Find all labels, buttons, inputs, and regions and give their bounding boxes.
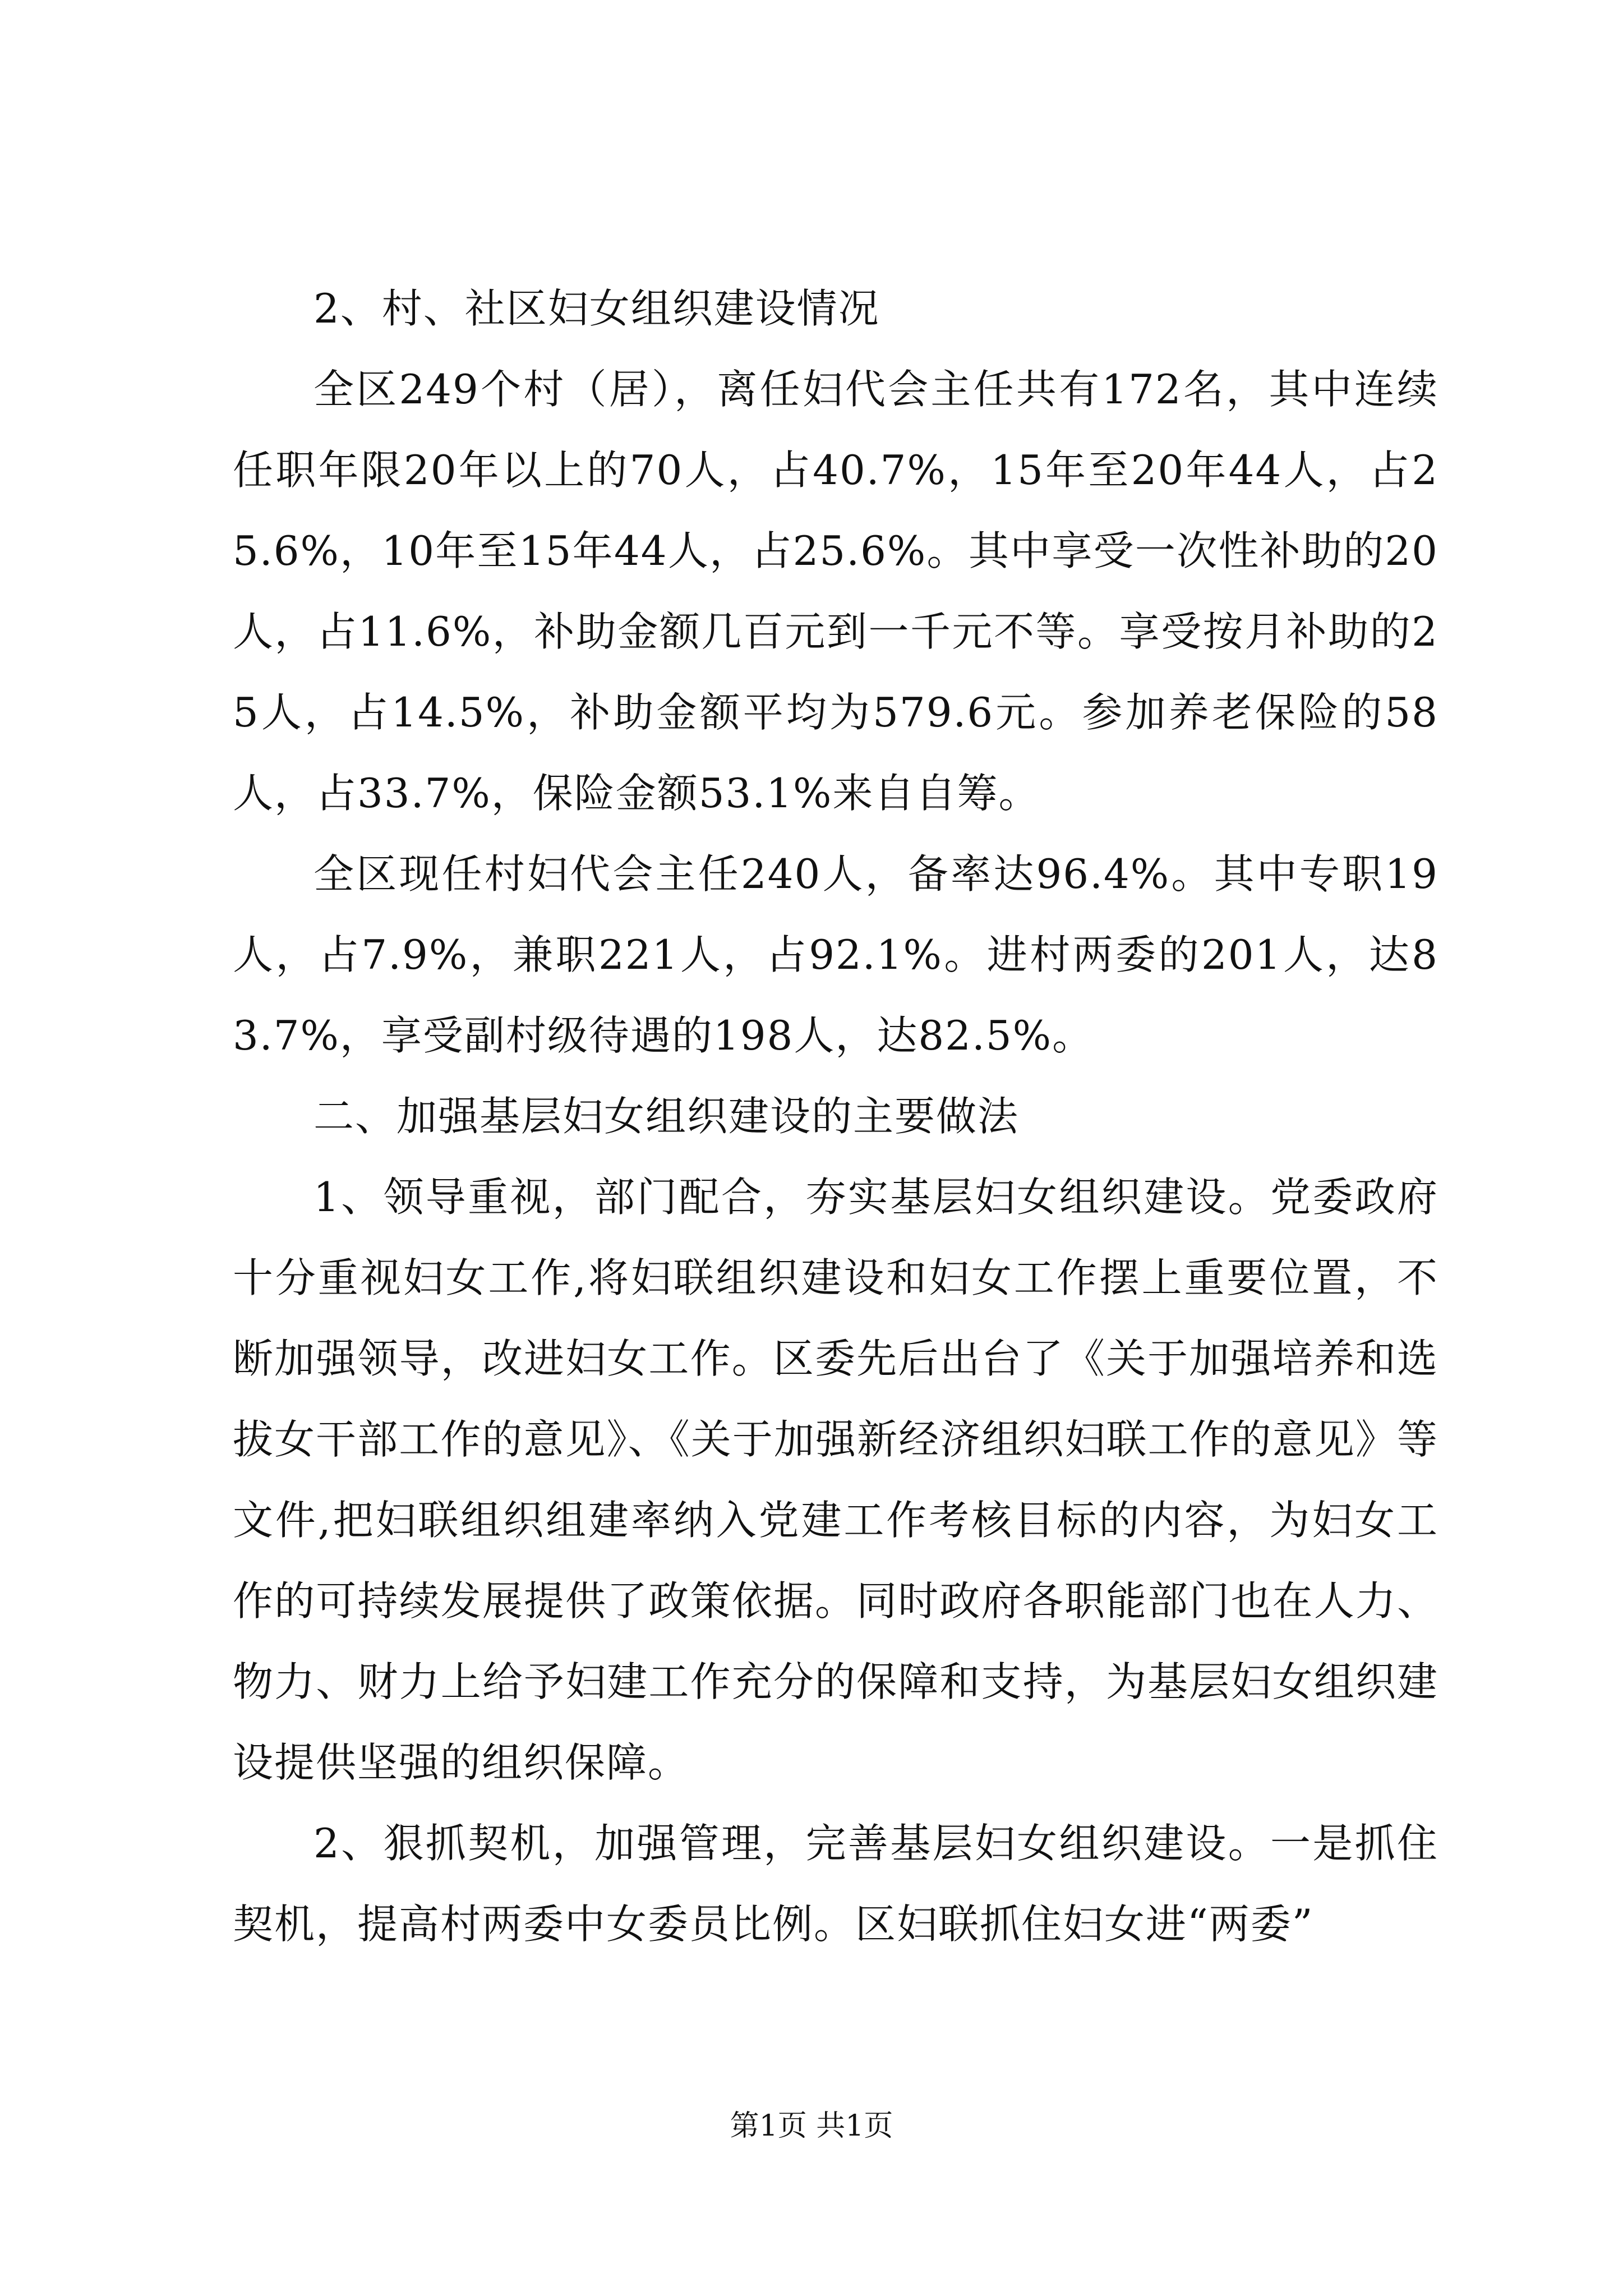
document-body xyxy=(233,268,1438,1964)
page-footer: 第1页 共1页 xyxy=(730,2109,893,2143)
paragraph-seize-opportunity: 2、狠抓契机，加强管理，完善基层妇女组织建设。一是抓住契机，提高村两委中女委员比例。区妇联抓住妇女进“两委” xyxy=(233,1820,1438,1948)
paragraph-leadership-support: 1、领导重视，部门配合，夯实基层妇女组织建设。党委政府十分重视妇女工作,将妇联组织建设和妇女工作摆上重要位置，不断加强领导，改进妇女工作。区委先后出台了《关于加强培养和选拔女干部工作的意见》、《关于加强新经济组织妇联工作的意见》等文件,把妇联组织组建率纳入党建工作考核目标的内容，为妇女工作的可持续发展提供了政策依据。同时政府各职能部门也在人力、物力、财力上给予妇建工作充分的保障和支持，为基层妇女组织建设提供坚强的组织保障。 xyxy=(233,1174,1438,1786)
paragraph-retired-directors: 全区249个村（居），离任妇代会主任共有172名，其中连续任职年限20年以上的70人，占40.7%，15年至20年44人，占25.6%，10年至15年44人，占25.6%。其中享受一次性补助的20人，占11.6%，补助金额几百元到一千元不等。享受按月补助的25人，占14.5%，补助金额平均为579.6元。参加养老保险的58人，占33.7%，保险金额53.1%来自自筹。 xyxy=(233,366,1438,817)
section-heading-village-community: 2、村、社区妇女组织建设情况 xyxy=(313,285,880,332)
section-heading-main-practices: 二、加强基层妇女组织建设的主要做法 xyxy=(313,1093,1020,1140)
paragraph-current-directors: 全区现任村妇代会主任240人，备率达96.4%。其中专职19人，占7.9%，兼职221人，占92.1%。进村两委的201人，达83.7%，享受副村级待遇的198人，达82.5%。 xyxy=(233,850,1438,1059)
